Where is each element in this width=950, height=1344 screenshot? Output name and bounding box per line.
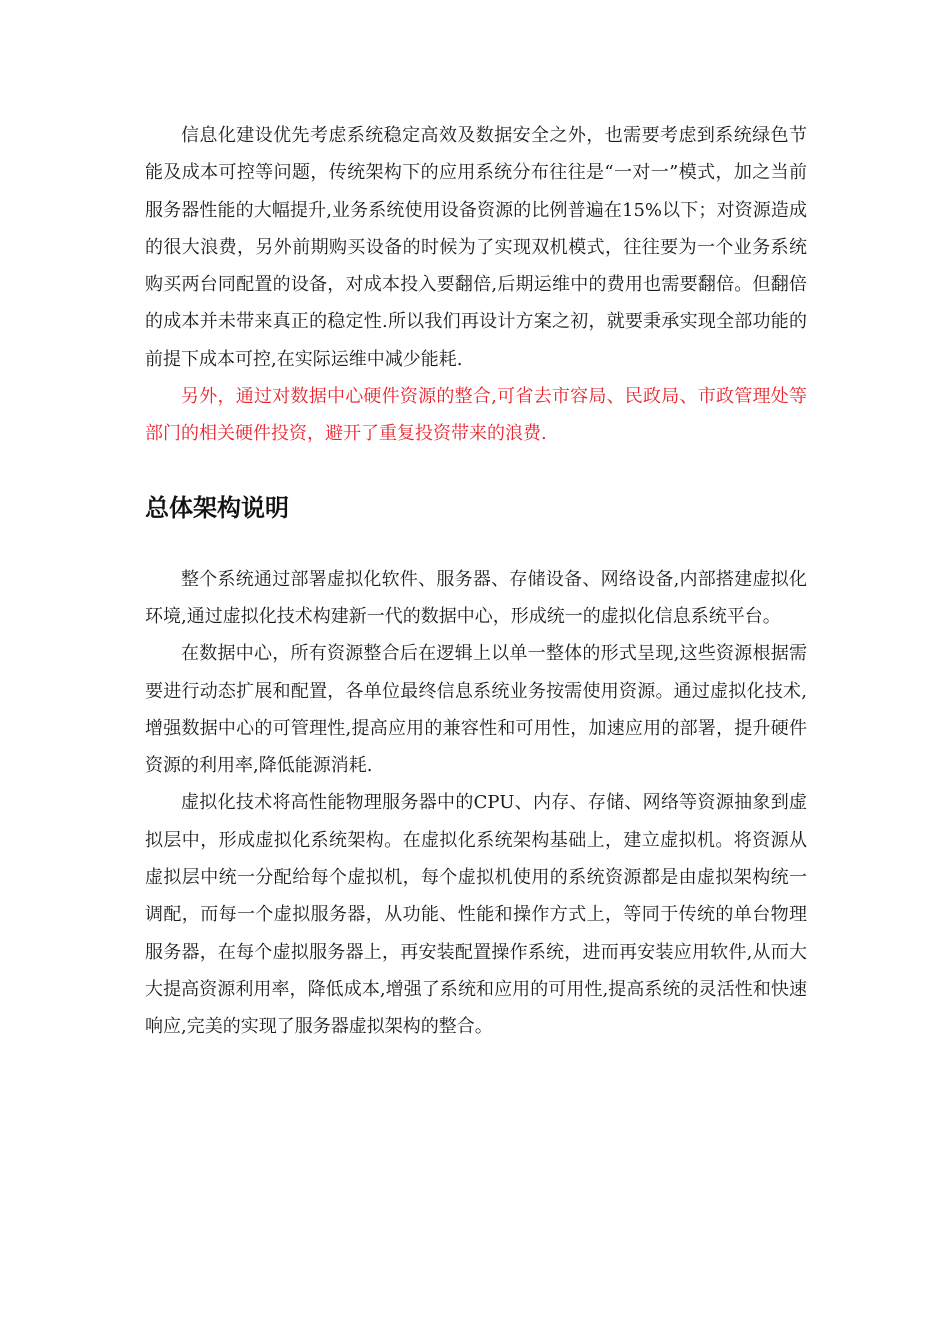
document-body — [145, 117, 807, 1046]
section-paragraph-2: 在数据中心，所有资源整合后在逻辑上以单一整体的形式呈现,这些资源根据需要进行动态扩展和配置，各单位最终信息系统业务按需使用资源。通过虚拟化技术,增强数据中心的可管理性,提高应用的兼容性和可用性，加速应用的部署，提升硬件资源的利用率,降低能源消耗. — [145, 643, 807, 777]
intro-paragraph-1: 信息化建设优先考虑系统稳定高效及数据安全之外，也需要考虑到系统绿色节能及成本可控等问题，传统架构下的应用系统分布往往是“一对一”模式，加之当前服务器性能的大幅提升,业务系统使用设备资源的比例普遍在15%以下；对资源造成的很大浪费，另外前期购买设备的时候为了实现双机模式，往往要为一个业务系统购买两台同配置的设备，对成本投入要翻倍,后期运维中的费用也需要翻倍。但翻倍的成本并未带来真正的稳定性.所以我们再设计方案之初，就要秉承实现全部功能的前提下成本可控,在实际运维中减少能耗. — [145, 125, 807, 370]
section-paragraph-1: 整个系统通过部署虚拟化软件、服务器、存储设备、网络设备,内部搭建虚拟化环境,通过虚拟化技术构建新一代的数据中心，形成统一的虚拟化信息系统平台。 — [145, 568, 807, 627]
intro-paragraph-highlight: 另外，通过对数据中心硬件资源的整合,可省去市容局、民政局、市政管理处等部门的相关硬件投资，避开了重复投资带来的浪费. — [145, 386, 807, 445]
section-heading: 总体架构说明 — [145, 493, 289, 522]
section-paragraph-3: 虚拟化技术将高性能物理服务器中的CPU、内存、存储、网络等资源抽象到虚拟层中，形成虚拟化系统架构。在虚拟化系统架构基础上，建立虚拟机。将资源从虚拟层中统一分配给每个虚拟机，每个虚拟机使用的系统资源都是由虚拟架构统一调配，而每一个虚拟服务器，从功能、性能和操作方式上，等同于传统的单台物理服务器，在每个虚拟服务器上，再安装配置操作系统，进而再安装应用软件,从而大大提高资源利用率，降低成本,增强了系统和应用的可用性,提高系统的灵活性和快速响应,完美的实现了服务器虚拟架构的整合。 — [145, 792, 807, 1038]
